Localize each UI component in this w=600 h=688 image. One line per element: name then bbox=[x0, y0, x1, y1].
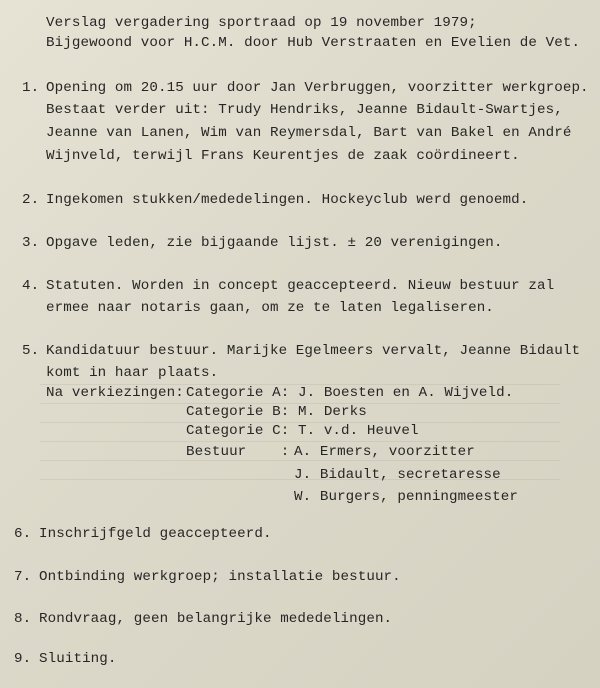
item-3-number: 3. bbox=[22, 235, 40, 251]
item-9-number: 9. bbox=[14, 651, 32, 667]
item-5-line-1: Kandidatuur bestuur. Marijke Egelmeers vervalt, Jeanne Bidault bbox=[46, 343, 581, 359]
elections-category-c: Categorie C: T. v.d. Heuvel bbox=[186, 423, 419, 439]
item-8-line-1: Rondvraag, geen belangrijke mededelingen. bbox=[39, 611, 393, 627]
bestuur-secretaresse: J. Bidault, secretaresse bbox=[294, 467, 501, 483]
bestuur-penningmeester: W. Burgers, penningmeester bbox=[294, 489, 518, 505]
item-5-number: 5. bbox=[22, 343, 40, 359]
elections-bestuur-label: Bestuur : bbox=[186, 444, 290, 460]
item-4-line-2: ermee naar notaris gaan, om ze te laten legaliseren. bbox=[46, 300, 494, 316]
bestuur-voorzitter: A. Ermers, voorzitter bbox=[294, 444, 475, 460]
item-1-number: 1. bbox=[22, 80, 40, 96]
item-7-number: 7. bbox=[14, 569, 32, 585]
item-2-line-1: Ingekomen stukken/mededelingen. Hockeyclub werd genoemd. bbox=[46, 192, 529, 208]
item-4-line-1: Statuten. Worden in concept geaccepteerd. Nieuw bestuur zal bbox=[46, 278, 555, 294]
item-4-number: 4. bbox=[22, 278, 40, 294]
item-6-number: 6. bbox=[14, 526, 32, 542]
item-1-line-1: Opening om 20.15 uur door Jan Verbruggen, voorzitter werkgroep. bbox=[46, 80, 589, 96]
item-5-line-2: komt in haar plaats. bbox=[46, 365, 219, 381]
item-1-line-4: Wijnveld, terwijl Frans Keurentjes de zaak coördineert. bbox=[46, 148, 520, 164]
item-7-line-1: Ontbinding werkgroep; installatie bestuur. bbox=[39, 569, 401, 585]
header-line-2: Bijgewoond voor H.C.M. door Hub Verstraaten en Evelien de Vet. bbox=[46, 35, 581, 51]
elections-intro: Na verkiezingen: bbox=[46, 385, 184, 401]
item-3-line-1: Opgave leden, zie bijgaande lijst. ± 20 verenigingen. bbox=[46, 235, 503, 251]
elections-category-b: Categorie B: M. Derks bbox=[186, 404, 367, 420]
item-2-number: 2. bbox=[22, 192, 40, 208]
item-1-line-3: Jeanne van Lanen, Wim van Reymersdal, Bart van Bakel en André bbox=[46, 125, 572, 141]
item-9-line-1: Sluiting. bbox=[39, 651, 117, 667]
header-line-1: Verslag vergadering sportraad op 19 november 1979; bbox=[46, 15, 477, 31]
item-6-line-1: Inschrijfgeld geaccepteerd. bbox=[39, 526, 272, 542]
item-1-line-2: Bestaat verder uit: Trudy Hendriks, Jeanne Bidault-Swartjes, bbox=[46, 102, 563, 118]
elections-category-a: Categorie A: J. Boesten en A. Wijveld. bbox=[186, 385, 514, 401]
item-8-number: 8. bbox=[14, 611, 32, 627]
